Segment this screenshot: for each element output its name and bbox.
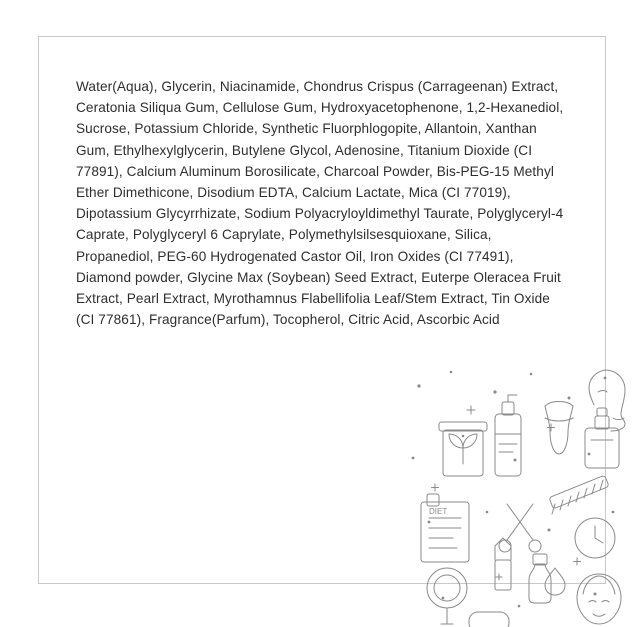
hair-dryer-icon: [469, 612, 509, 627]
ingredients-block: [76, 76, 568, 330]
svg-text:DIET: DIET: [429, 507, 448, 516]
ingredients-text: Water(Aqua), Glycerin, Niacinamide, Chondrus Crispus (Carrageenan) Extract, Ceratonia Siliqua Gum, Cellulose Gum, Hydroxyacetophenone, 1,2-Hexanediol, Sucrose, Potassium Chloride, Synthetic Fluorphlogopite, Allantoin, Xanthan Gum, Ethylhexylglycerin, Butylene Glycol, Adenosine, Titanium Dioxide (CI 77891), Calcium Aluminum Borosilicate, Charcoal Powder, Bis-PEG-15 Methyl Ether Dimethicone, Disodium EDTA, Calcium Lactate, Mica (CI 77019), Dipotassium Glycyrrhizate, Sodium Polyacryloyldimethyl Taurate, Polyglyceryl-4 Caprate, Polyglyceryl 6 Caprylate, Polymethylsilsesquioxane, Silica, Propanediol, PEG-60 Hydrogenated Castor Oil, Iron Oxides (CI 77491), Diamond powder, Glycine Max (Soybean) Seed Extract, Euterpe Oleracea Fruit Extract, Pearl Extract, Myrothamnus Flabellifolia Leaf/Stem Extract, Tin Oxide (CI 77861), Fragrance(Parfum), Tocopherol, Citric Acid, Ascorbic Acid: [76, 79, 568, 328]
